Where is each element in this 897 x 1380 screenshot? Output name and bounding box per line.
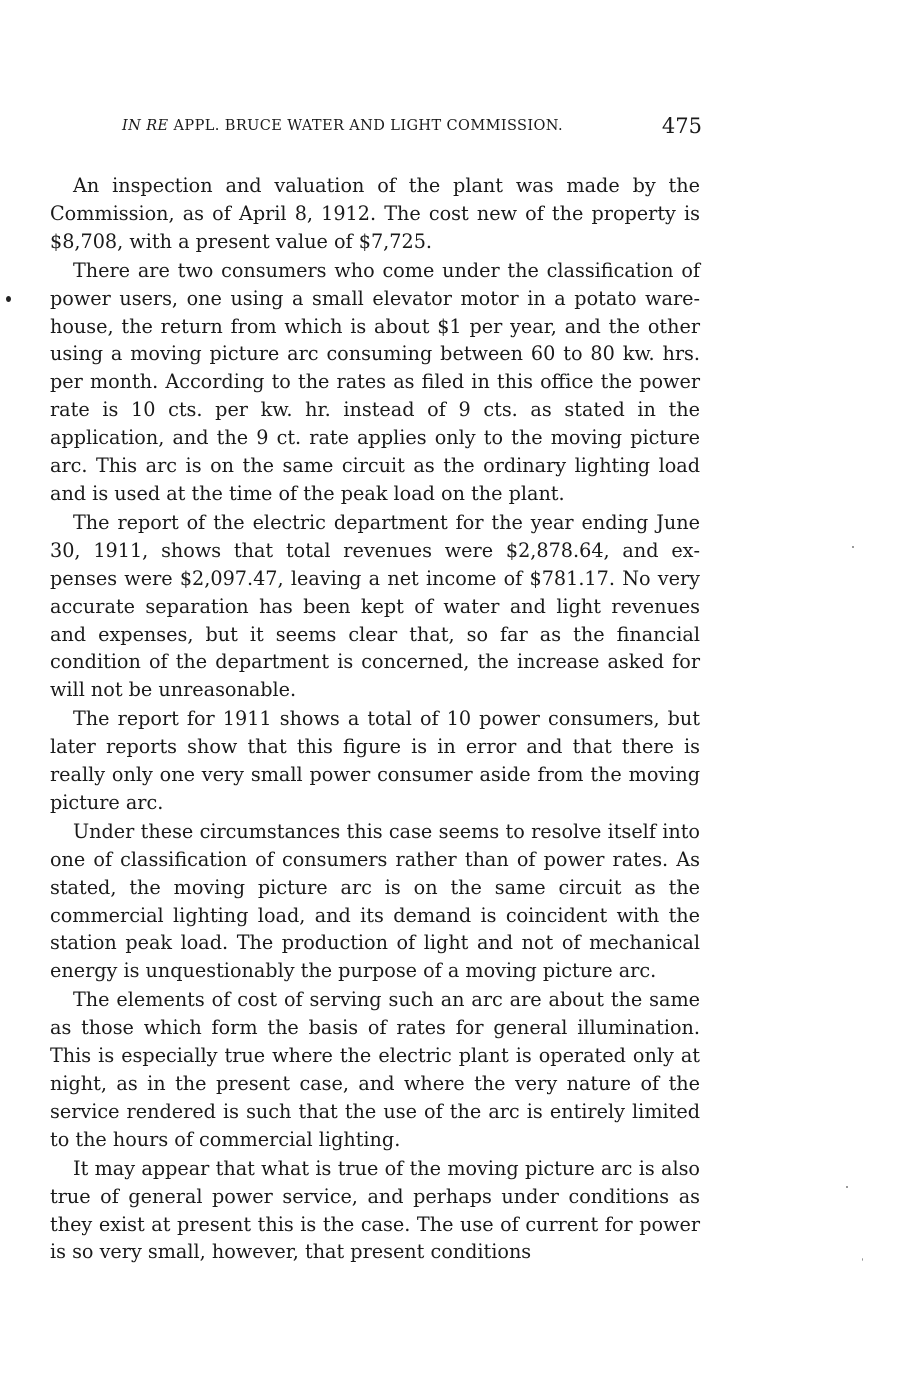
paragraph-electric-report: The report of the electric department for the year ending June 30, 1911, shows that total revenues were $2,878.64, and expenses were $2,097.47, leaving a net income of $781.17. No very accurate separation has been kept of water and light revenues and expenses, but it seems clear that, so far as the financial condition of the department is concerned, the increase asked for will not be unreasonable. xyxy=(50,510,700,702)
print-speck xyxy=(6,296,11,302)
paragraph-power-users: There are two consumers who come under the classification of power users, one using a small elevator motor in a potato warehouse, the return from which is about $1 per year, and the other using a moving picture arc consuming between 60 to 80 kw. hrs. per month. According to the rates as filed in this office the power rate is 10 cts. per kw. hr. instead of 9 cts. as stated in the application, and the 9 ct. rate applies only to the moving picture arc. This arc is on the same circuit as the ordinary lighting load and is used at the time of the peak load on the plant. xyxy=(50,258,700,505)
running-head-prefix: IN RE xyxy=(122,118,169,134)
print-speck xyxy=(862,1258,863,1261)
body-text xyxy=(50,172,700,1266)
paragraph-inspection: An inspection and valuation of the plant was made by the Commission, as of April 8, 1912. The cost new of the property is $8,708, with a present value of $7,725. xyxy=(50,174,700,253)
print-speck xyxy=(852,546,854,548)
paragraph-power-consumers: The report for 1911 shows a total of 10 power consumers, but later reports show that this figure is in error and that there is really only one very small power consumer aside from the moving picture arc. xyxy=(50,707,700,814)
running-head-title xyxy=(122,118,563,134)
running-head xyxy=(122,114,702,144)
running-head-text: APPL. BRUCE WATER AND LIGHT COMMISSION. xyxy=(173,118,563,134)
paragraph-general-power: It may appear that what is true of the moving picture arc is also true of general power service, and perhaps under conditions as they exist at present this is the case. The use of current for power is so very small, however, that present conditions xyxy=(50,1156,700,1264)
paragraph-cost-elements: The elements of cost of serving such an arc are about the same as those which form the basis of rates for general illumination. This is especially true where the electric plant is operated only at night, as in the present case, and where the very nature of the service rendered is such that the use of the arc is entirely limited to the hours of commercial lighting. xyxy=(50,988,700,1151)
paragraph-classification: Under these circumstances this case seems to resolve itself into one of classification of consumers rather than of power rates. As stated, the moving picture arc is on the same circuit as the commercial lighting load, and its demand is coincident with the station peak load. The production of light and not of mechanical energy is unquestionably the purpose of a moving picture arc. xyxy=(50,819,700,983)
page-number: 475 xyxy=(661,114,702,138)
print-speck xyxy=(846,1186,848,1188)
